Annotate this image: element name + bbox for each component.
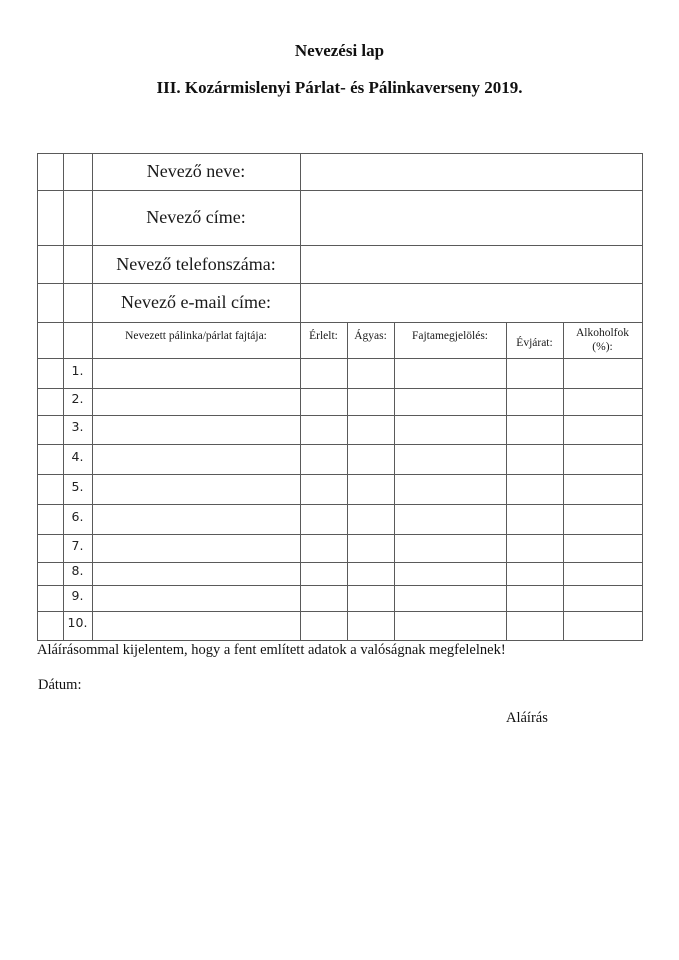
header-aged: Érlelt: bbox=[309, 330, 338, 342]
entry-row-number: 9. bbox=[71, 587, 84, 603]
blank-cell bbox=[37, 562, 63, 585]
entry-bedded-input[interactable] bbox=[347, 611, 394, 640]
blank-cell bbox=[37, 474, 63, 504]
entry-row-number: 3. bbox=[71, 419, 84, 434]
entry-alcohol-input[interactable] bbox=[563, 415, 642, 444]
entry-aged-input[interactable] bbox=[300, 534, 347, 562]
entry-bedded-input[interactable] bbox=[347, 504, 394, 534]
entry-alcohol-input[interactable] bbox=[563, 474, 642, 504]
entry-variety-input[interactable] bbox=[394, 358, 506, 388]
entry-aged-input[interactable] bbox=[300, 444, 347, 474]
entry-row-number: 6. bbox=[71, 508, 84, 524]
entrant-field-input[interactable] bbox=[300, 283, 642, 322]
header-bedded: Ágyas: bbox=[354, 330, 387, 342]
entry-bedded-input[interactable] bbox=[347, 388, 394, 415]
document-subtitle: III. Kozármislenyi Párlat- és Pálinkaverseny 2019. bbox=[156, 78, 523, 97]
entry-row-number: 5. bbox=[71, 478, 84, 494]
entry-variety-input[interactable] bbox=[394, 611, 506, 640]
entry-vintage-input[interactable] bbox=[506, 611, 563, 640]
blank-cell bbox=[37, 444, 63, 474]
entry-alcohol-input[interactable] bbox=[563, 611, 642, 640]
header-alcohol: Alkoholfok (%): bbox=[575, 327, 630, 353]
entry-vintage-input[interactable] bbox=[506, 585, 563, 611]
entry-variety-input[interactable] bbox=[394, 415, 506, 444]
blank-cell bbox=[37, 585, 63, 611]
entry-alcohol-input[interactable] bbox=[563, 534, 642, 562]
entry-variety-input[interactable] bbox=[394, 388, 506, 415]
entry-type-input[interactable] bbox=[92, 611, 300, 640]
entry-row-number: 10. bbox=[67, 615, 88, 630]
entry-type-input[interactable] bbox=[92, 388, 300, 415]
entry-row-number: 7. bbox=[71, 537, 84, 553]
date-label: Dátum: bbox=[38, 677, 82, 693]
entry-vintage-input[interactable] bbox=[506, 358, 563, 388]
entry-vintage-input[interactable] bbox=[506, 474, 563, 504]
blank-cell bbox=[37, 611, 63, 640]
entry-bedded-input[interactable] bbox=[347, 358, 394, 388]
blank-cell bbox=[37, 190, 63, 245]
entry-alcohol-input[interactable] bbox=[563, 504, 642, 534]
blank-cell bbox=[37, 388, 63, 415]
entry-alcohol-input[interactable] bbox=[563, 444, 642, 474]
entry-variety-input[interactable] bbox=[394, 534, 506, 562]
entry-aged-input[interactable] bbox=[300, 585, 347, 611]
entry-aged-input[interactable] bbox=[300, 474, 347, 504]
entry-variety-input[interactable] bbox=[394, 444, 506, 474]
entry-variety-input[interactable] bbox=[394, 562, 506, 585]
entry-aged-input[interactable] bbox=[300, 611, 347, 640]
table-column-line bbox=[642, 153, 643, 641]
blank-cell bbox=[63, 190, 92, 245]
entry-bedded-input[interactable] bbox=[347, 534, 394, 562]
blank-cell bbox=[37, 153, 63, 190]
entrant-field-label: Nevező e-mail címe: bbox=[121, 292, 271, 312]
entry-variety-input[interactable] bbox=[394, 504, 506, 534]
header-vintage: Évjárat: bbox=[516, 337, 553, 349]
entrant-field-input[interactable] bbox=[300, 190, 642, 245]
entry-type-input[interactable] bbox=[92, 444, 300, 474]
entry-vintage-input[interactable] bbox=[506, 388, 563, 415]
entry-alcohol-input[interactable] bbox=[563, 388, 642, 415]
entry-vintage-input[interactable] bbox=[506, 415, 563, 444]
entry-bedded-input[interactable] bbox=[347, 415, 394, 444]
blank-cell bbox=[37, 283, 63, 322]
entry-type-input[interactable] bbox=[92, 474, 300, 504]
document-title: Nevezési lap bbox=[294, 41, 385, 60]
blank-cell bbox=[37, 534, 63, 562]
entry-vintage-input[interactable] bbox=[506, 504, 563, 534]
entry-bedded-input[interactable] bbox=[347, 562, 394, 585]
entry-row-number: 2. bbox=[71, 391, 84, 406]
entry-alcohol-input[interactable] bbox=[563, 358, 642, 388]
entry-aged-input[interactable] bbox=[300, 562, 347, 585]
blank-cell bbox=[37, 245, 63, 283]
entry-type-input[interactable] bbox=[92, 358, 300, 388]
entry-row-number: 1. bbox=[71, 362, 84, 378]
entry-aged-input[interactable] bbox=[300, 388, 347, 415]
entry-bedded-input[interactable] bbox=[347, 585, 394, 611]
entry-bedded-input[interactable] bbox=[347, 474, 394, 504]
entry-type-input[interactable] bbox=[92, 585, 300, 611]
entrant-field-input[interactable] bbox=[300, 153, 642, 190]
entry-type-input[interactable] bbox=[92, 534, 300, 562]
entry-aged-input[interactable] bbox=[300, 504, 347, 534]
blank-cell bbox=[37, 504, 63, 534]
entry-vintage-input[interactable] bbox=[506, 534, 563, 562]
entry-row-number: 8. bbox=[71, 563, 84, 578]
entry-vintage-input[interactable] bbox=[506, 562, 563, 585]
header-variety: Fajtamegjelölés: bbox=[411, 330, 488, 342]
blank-cell bbox=[63, 153, 92, 190]
entry-aged-input[interactable] bbox=[300, 415, 347, 444]
header-type: Nevezett pálinka/párlat fajtája: bbox=[125, 330, 267, 342]
declaration-text: Aláírásommal kijelentem, hogy a fent említett adatok a valóságnak megfelelnek! bbox=[37, 642, 506, 658]
entrant-field-label: Nevező telefonszáma: bbox=[116, 253, 276, 274]
entrant-field-label: Nevező neve: bbox=[146, 161, 246, 181]
entry-type-input[interactable] bbox=[92, 415, 300, 444]
blank-cell bbox=[63, 283, 92, 322]
blank-cell bbox=[63, 245, 92, 283]
entry-row-number: 4. bbox=[71, 448, 84, 464]
entry-variety-input[interactable] bbox=[394, 585, 506, 611]
entrant-field-label: Nevező címe: bbox=[146, 207, 246, 227]
entry-aged-input[interactable] bbox=[300, 358, 347, 388]
entry-type-input[interactable] bbox=[92, 562, 300, 585]
entry-type-input[interactable] bbox=[92, 504, 300, 534]
entry-variety-input[interactable] bbox=[394, 474, 506, 504]
entry-bedded-input[interactable] bbox=[347, 444, 394, 474]
entry-alcohol-input[interactable] bbox=[563, 585, 642, 611]
signature-label: Aláírás bbox=[506, 710, 548, 726]
entrant-field-input[interactable] bbox=[300, 245, 642, 283]
entry-vintage-input[interactable] bbox=[506, 444, 563, 474]
blank-cell bbox=[37, 358, 63, 388]
entry-alcohol-input[interactable] bbox=[563, 562, 642, 585]
blank-cell bbox=[37, 415, 63, 444]
